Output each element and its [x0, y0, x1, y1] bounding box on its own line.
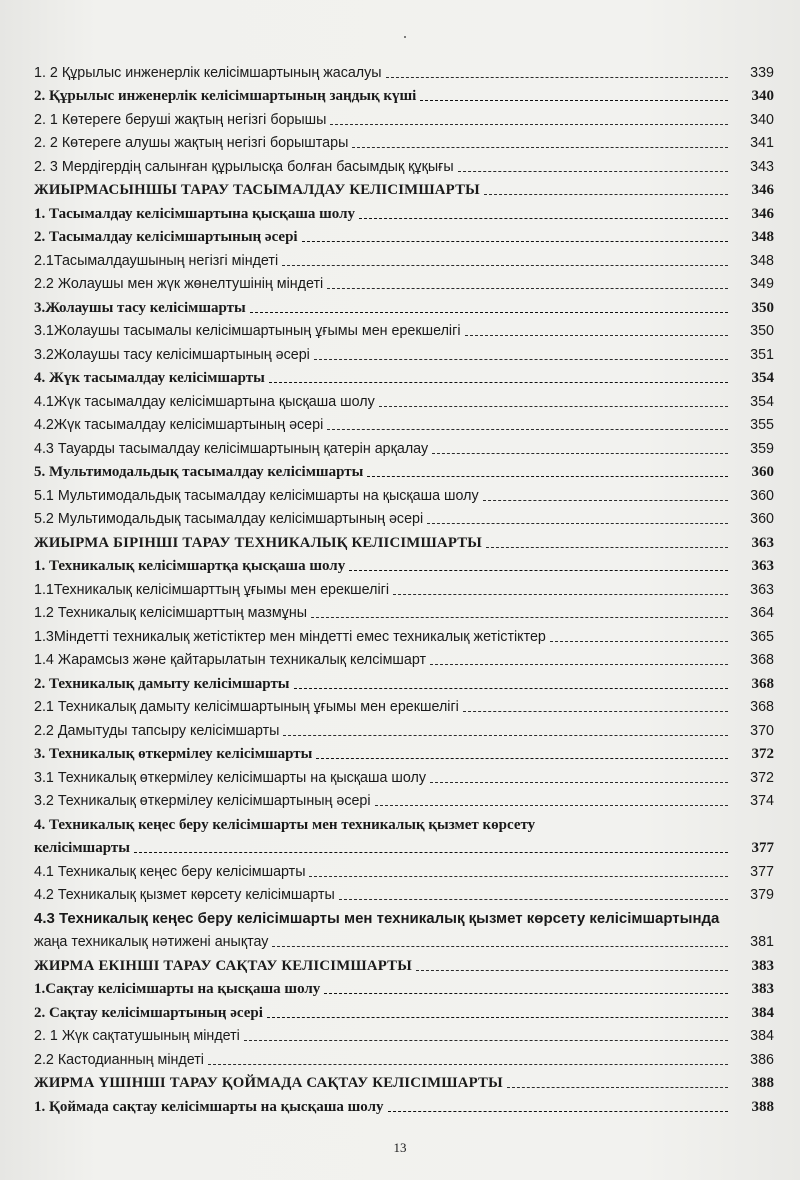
entry-page: 374 [750, 793, 774, 809]
toc-entry-line1 [34, 904, 774, 928]
dot-leader [244, 1040, 728, 1041]
dot-leader [420, 100, 728, 101]
dot-leader [367, 476, 728, 477]
entry-title: 2. Сақтау келісімшартының әсері [34, 1004, 263, 1021]
dot-leader [327, 288, 728, 289]
entry-page: 381 [750, 934, 774, 950]
entry-title: 5.1 Мультимодальдық тасымалдау келісімшарты на қысқаша шолу [34, 487, 479, 504]
entry-title-line1: 4.3 Техникалық кеңес беру келісімшарты мен техникалық қызмет көрсету келісімшартында [34, 909, 720, 927]
entry-title: 3.1 Техникалық өткермілеу келісімшарты на қысқаша шолу [34, 769, 426, 786]
entry-page: 340 [750, 111, 774, 128]
dot-leader [324, 993, 728, 994]
toc-entry [34, 105, 774, 129]
entry-title-line1: 4. Техникалық кеңес беру келісімшарты мен техникалық қызмет көрсету [34, 816, 536, 833]
dot-leader [388, 1111, 728, 1112]
dot-leader [250, 312, 728, 313]
entry-page: 379 [750, 887, 774, 903]
entry-title: 4.2Жүк тасымалдау келісімшартының әсері [34, 417, 324, 433]
toc-entry [34, 716, 774, 740]
entry-title: 2. 3 Мердігердің салынған құрылысқа болған басымдық құқығы [34, 158, 454, 175]
toc-entry [34, 1022, 774, 1046]
entry-title: 2. 1 Жүк сақтатушының міндеті [34, 1028, 240, 1044]
toc-entry [34, 223, 774, 247]
toc-entry [34, 857, 774, 881]
dot-leader [458, 171, 728, 172]
toc-entry [34, 270, 774, 294]
toc-entry [34, 552, 774, 576]
toc-entry [34, 58, 774, 82]
ink-speck [404, 36, 406, 38]
entry-page: 350 [750, 323, 774, 339]
entry-page: 343 [750, 158, 774, 175]
dot-leader [311, 617, 728, 618]
entry-page: 341 [750, 135, 774, 151]
toc-entry [34, 599, 774, 623]
dot-leader [432, 453, 728, 454]
entry-title: 2. 2 Көтереге алушы жақтың негізгі борыштары [34, 135, 349, 151]
entry-title: ЖИРМА ЕКІНШІ ТАРАУ САҚТАУ КЕЛІСІМШАРТЫ [34, 957, 412, 974]
chapter-heading-row [34, 951, 774, 975]
toc-entry [34, 152, 774, 176]
toc-entry [34, 481, 774, 505]
dot-leader [393, 594, 728, 595]
entry-page: 377 [751, 840, 774, 856]
dot-leader [486, 547, 728, 548]
entry-page: 372 [751, 746, 774, 762]
entry-page: 360 [751, 464, 774, 480]
dot-leader [386, 77, 728, 78]
dot-leader [416, 970, 728, 971]
dot-leader [339, 899, 728, 900]
toc-entry-line1 [34, 810, 774, 834]
toc-entry [34, 669, 774, 693]
toc-entry [34, 246, 774, 270]
toc-entry [34, 199, 774, 223]
entry-page: 348 [750, 252, 774, 269]
entry-page: 360 [750, 511, 774, 527]
entry-title-line2: келісімшарты [34, 840, 130, 856]
toc-entry [34, 575, 774, 599]
toc-entry [34, 129, 774, 153]
dot-leader [550, 641, 728, 642]
entry-page: 370 [750, 722, 774, 739]
entry-title: 5. Мультимодальдық тасымалдау келісімшарты [34, 464, 364, 480]
dot-leader [208, 1064, 728, 1065]
dot-leader [349, 570, 728, 571]
toc-entry [34, 293, 774, 317]
toc-entry [34, 317, 774, 341]
entry-page: 340 [751, 88, 774, 104]
entry-title: 1. Қоймада сақтау келісімшарты на қысқаша шолу [34, 1098, 384, 1115]
toc-entry [34, 740, 774, 764]
toc-entry [34, 1045, 774, 1069]
entry-title: 2. Тасымалдау келісімшартының әсері [34, 229, 298, 245]
chapter-heading-row [34, 528, 774, 552]
entry-title: 3.2 Техникалық өткермілеу келісімшартының әсері [34, 793, 371, 809]
entry-title: 3.1Жолаушы тасымалы келісімшартының ұғымы мен ерекшелігі [34, 323, 461, 339]
dot-leader [430, 664, 728, 665]
entry-title: 4.2 Техникалық қызмет көрсету келісімшарты [34, 887, 335, 903]
entry-page: 364 [750, 605, 774, 621]
page-number: 13 [393, 1140, 407, 1155]
entry-title: ЖИРМА ҮШІНШІ ТАРАУ ҚОЙМАДА САҚТАУ КЕЛІСІМШАРТЫ [34, 1075, 503, 1091]
entry-title: 3.2Жолаушы тасу келісімшартының әсері [34, 346, 310, 363]
entry-title: 2.2 Дамытуды тапсыру келісімшарты [34, 722, 280, 739]
entry-title: ЖИЫРМАСЫНШЫ ТАРАУ ТАСЫМАЛДАУ КЕЛІСІМШАРТЫ [34, 182, 480, 198]
toc-entry [34, 340, 774, 364]
entry-title: 1.3Міндетті техникалық жетістіктер мен міндетті емес техникалық жетістіктер [34, 628, 546, 645]
dot-leader [269, 382, 728, 383]
entry-title: 4. Жүк тасымалдау келісімшарты [34, 370, 265, 386]
dot-leader [427, 523, 728, 524]
entry-page: 388 [751, 1075, 774, 1091]
chapter-heading-row [34, 1069, 774, 1093]
table-of-contents [34, 58, 774, 1116]
toc-entry [34, 622, 774, 646]
dot-leader [359, 218, 728, 219]
dot-leader [484, 194, 728, 195]
entry-page: 368 [750, 699, 774, 715]
entry-title: ЖИЫРМА БІРІНШІ ТАРАУ ТЕХНИКАЛЫҚ КЕЛІСІМШАРТЫ [34, 534, 483, 551]
entry-title: 2. Техникалық дамыту келісімшарты [34, 675, 290, 692]
toc-entry-line2 [34, 834, 774, 858]
entry-title: 1.2 Техникалық келісімшарттың мазмұны [34, 605, 307, 621]
toc-entry [34, 411, 774, 435]
entry-page: 363 [750, 581, 774, 598]
dot-leader [352, 147, 728, 148]
entry-page: 377 [750, 863, 774, 880]
toc-entry-line2 [34, 928, 774, 952]
entry-title: 2.1 Техникалық дамыту келісімшартының ұғымы мен ерекшелігі [34, 699, 459, 715]
dot-leader [330, 124, 728, 125]
dot-leader [463, 711, 728, 712]
toc-entry [34, 787, 774, 811]
toc-entry [34, 1092, 774, 1116]
toc-entry [34, 434, 774, 458]
dot-leader [134, 852, 728, 853]
entry-page: 350 [751, 299, 774, 316]
entry-page: 363 [751, 534, 774, 551]
entry-title: 1.Сақтау келісімшарты на қысқаша шолу [34, 981, 321, 997]
entry-page: 384 [751, 1004, 774, 1021]
entry-page: 348 [751, 229, 774, 245]
entry-page: 349 [750, 276, 774, 292]
toc-entry [34, 82, 774, 106]
entry-title: 2.2 Жолаушы мен жүк жөнелтушінің міндеті [34, 276, 324, 292]
entry-page: 372 [750, 769, 774, 786]
entry-title: 2. Құрылыс инженерлік келісімшартының заңдық күші [34, 88, 417, 104]
entry-title: 4.1Жүк тасымалдау келісімшартына қысқаша шолу [34, 393, 375, 410]
toc-entry [34, 881, 774, 905]
dot-leader [294, 688, 728, 689]
entry-title: 1. 2 Құрылыс инженерлік келісімшартының жасалуы [34, 64, 382, 81]
entry-page: 359 [750, 440, 774, 457]
entry-page: 346 [751, 182, 774, 198]
entry-title: 2. 1 Көтереге беруші жақтың негізгі борышы [34, 111, 327, 128]
entry-page: 360 [750, 487, 774, 504]
entry-page: 388 [751, 1098, 774, 1115]
entry-title: 3. Техникалық өткермілеу келісімшарты [34, 746, 313, 762]
dot-leader [309, 876, 728, 877]
entry-page: 363 [751, 558, 774, 574]
entry-page: 351 [750, 346, 774, 363]
toc-entry [34, 998, 774, 1022]
dot-leader [430, 782, 728, 783]
toc-entry [34, 364, 774, 388]
entry-page: 386 [750, 1051, 774, 1068]
dot-leader [283, 735, 728, 736]
toc-entry [34, 693, 774, 717]
dot-leader [272, 946, 728, 947]
entry-page: 346 [751, 205, 774, 222]
dot-leader [375, 805, 728, 806]
entry-title: 2.1Тасымалдаушының негізгі міндеті [34, 252, 279, 269]
dot-leader [507, 1087, 728, 1088]
dot-leader [379, 406, 728, 407]
entry-page: 368 [750, 652, 774, 668]
dot-leader [282, 265, 728, 266]
toc-entry [34, 458, 774, 482]
entry-page: 365 [750, 628, 774, 645]
entry-page: 339 [750, 64, 774, 81]
dot-leader [267, 1017, 728, 1018]
entry-title: 1. Техникалық келісімшартқа қысқаша шолу [34, 558, 346, 574]
entry-title: 3.Жолаушы тасу келісімшарты [34, 299, 246, 316]
dot-leader [465, 335, 729, 336]
entry-page: 354 [750, 393, 774, 410]
entry-title: 1.4 Жарамсыз және қайтарылатын техникалық келсімшарт [34, 652, 427, 668]
entry-title: 1.1Техникалық келісімшарттың ұғымы мен ерекшелігі [34, 581, 390, 598]
dot-leader [327, 429, 728, 430]
entry-title: 2.2 Кастодианның міндеті [34, 1051, 204, 1068]
entry-title: 4.1 Техникалық кеңес беру келісімшарты [34, 863, 306, 880]
toc-entry [34, 646, 774, 670]
entry-page: 383 [751, 981, 774, 997]
toc-entry [34, 387, 774, 411]
entry-page: 355 [750, 417, 774, 433]
dot-leader [316, 758, 728, 759]
entry-title-line2: жаңа техникалық нәтижені анықтау [34, 934, 269, 950]
entry-title: 4.3 Тауарды тасымалдау келісімшартының қатерін арқалау [34, 440, 429, 457]
entry-page: 384 [750, 1028, 774, 1044]
dot-leader [483, 500, 728, 501]
entry-title: 1. Тасымалдау келісімшартына қысқаша шолу [34, 205, 356, 222]
chapter-heading-row [34, 176, 774, 200]
dot-leader [314, 359, 728, 360]
dot-leader [302, 241, 728, 242]
toc-entry [34, 763, 774, 787]
entry-title: 5.2 Мультимодальдық тасымалдау келісімшартының әсері [34, 511, 424, 527]
entry-page: 368 [751, 675, 774, 692]
toc-entry [34, 505, 774, 529]
entry-page: 383 [751, 957, 774, 974]
toc-entry [34, 975, 774, 999]
entry-page: 354 [751, 370, 774, 386]
